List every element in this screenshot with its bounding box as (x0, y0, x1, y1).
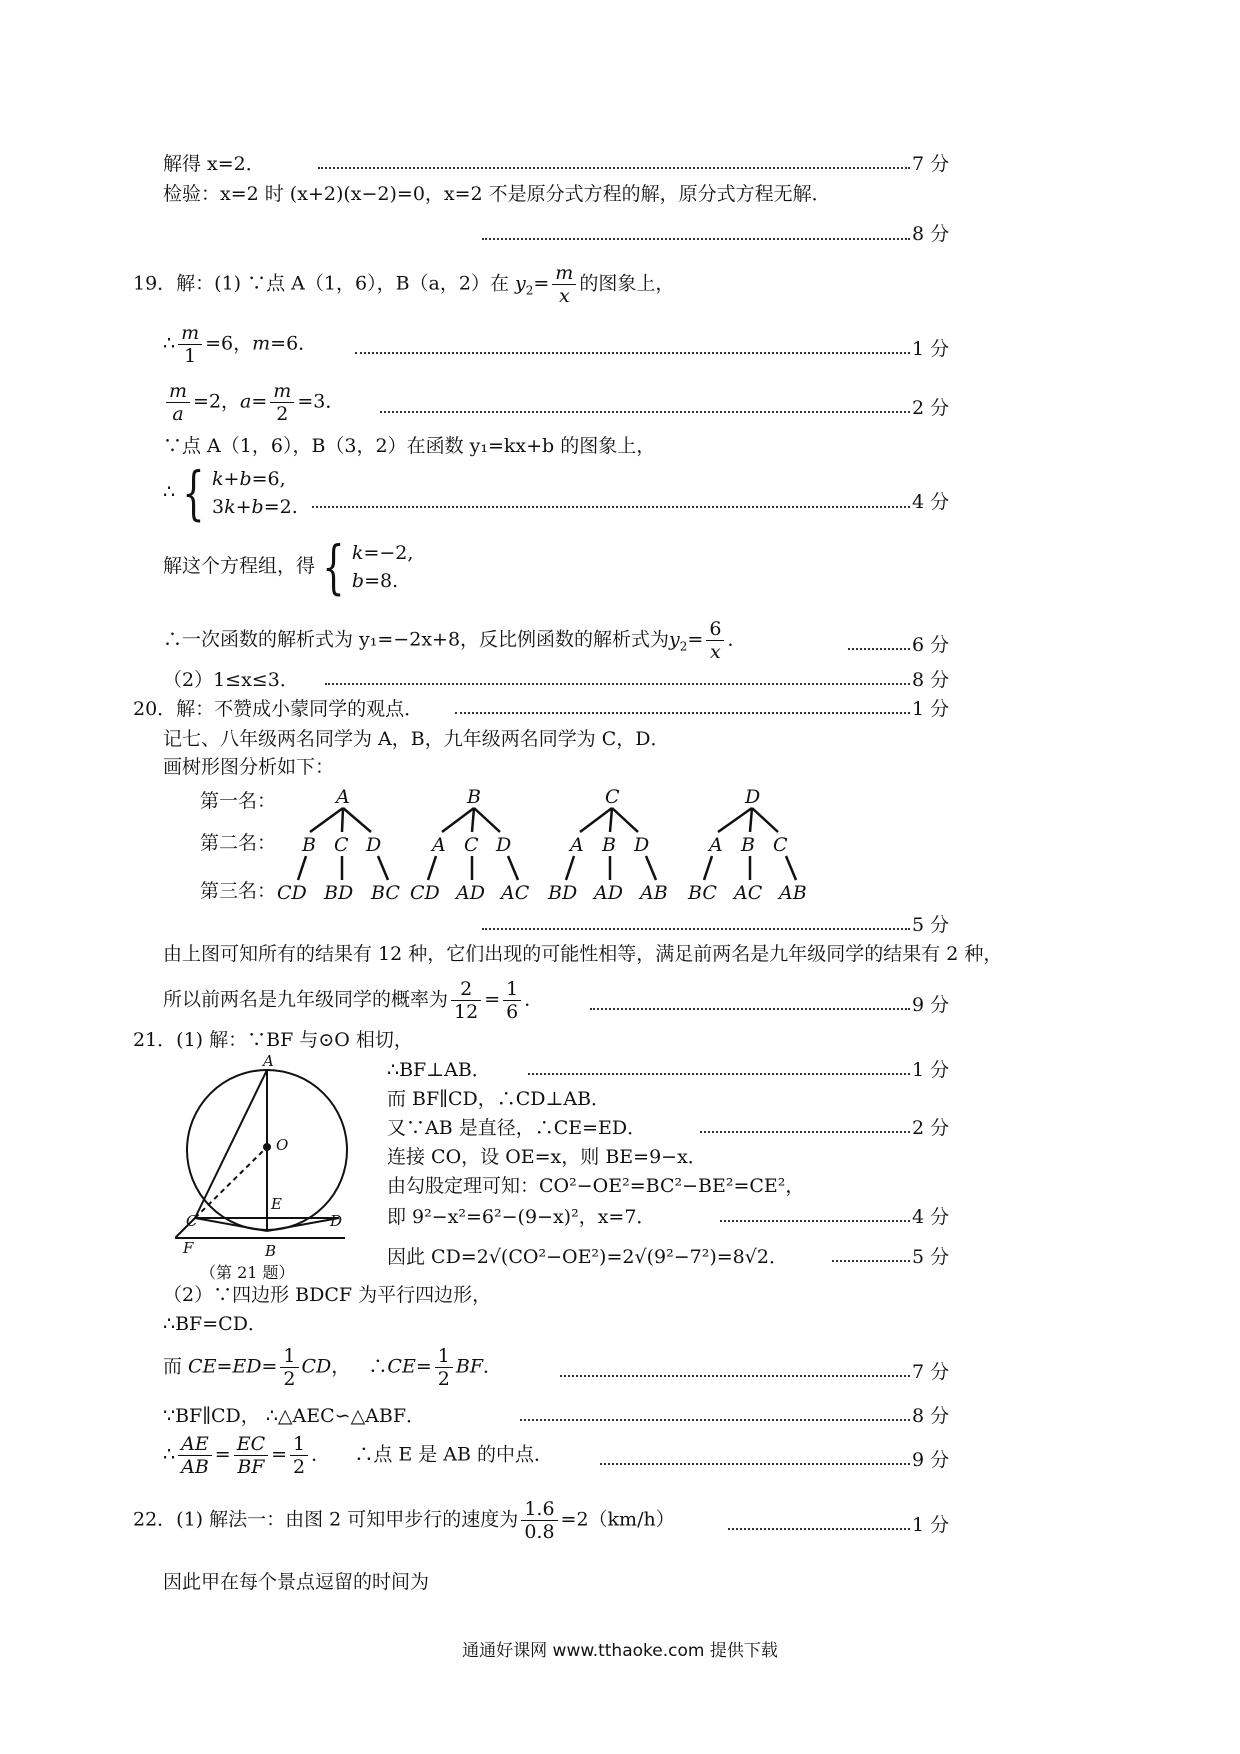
q19-intro: 19．解：(1) ∵点 A（1，6），B（a，2）在 $y_2=$ $\frac{m}{x}$ 的图象上， (133, 262, 675, 307)
tree-root: D (745, 786, 761, 808)
q19-part2: （2）1≤x≤3． (163, 669, 299, 691)
point-label: A (263, 1052, 274, 1070)
score-label: 8 分 (912, 1405, 950, 1427)
q21-j: ∴BF=CD． (163, 1313, 267, 1335)
score-label: 1 分 (912, 1514, 950, 1536)
score-label: 1 分 (912, 338, 950, 360)
score-label: 4 分 (912, 491, 950, 513)
score-label: 9 分 (912, 994, 950, 1016)
leader-dots (700, 1131, 910, 1133)
tree-second: D (496, 834, 512, 856)
tree-second: D (634, 834, 650, 856)
tree-third: AC (501, 882, 530, 904)
page-footer: 通通好课网 www.tthaoke.com 提供下载 (462, 1641, 778, 1661)
tree-row-label: 第一名： (200, 790, 277, 812)
tree-third: CD (277, 882, 307, 904)
q21-a: 21．(1) 解：∵BF 与⊙O 相切， (133, 1029, 413, 1051)
score-label: 8 分 (912, 669, 950, 691)
tree-third: AD (456, 882, 485, 904)
score-label: 5 分 (912, 914, 950, 936)
q19-a-eq: $\frac{m}{a}$ =2，a= $\frac{m}{2}$ =3． (163, 380, 344, 425)
tree-third: BD (324, 882, 354, 904)
tree-root: C (605, 786, 620, 808)
leader-dots (720, 1220, 910, 1222)
score-label: 8 分 (912, 223, 950, 245)
tree-second: B (602, 834, 616, 856)
tree-row-label: 第二名： (200, 832, 277, 854)
tree-root: B (467, 786, 481, 808)
q21-l: ∵BF∥CD， ∴△AEC∽△ABF． (163, 1405, 426, 1427)
q21-c: 而 BF∥CD，∴CD⊥AB． (387, 1088, 611, 1110)
leader-dots (482, 928, 910, 930)
q20-a: 20．解：不赞成小蒙同学的观点． (133, 698, 424, 720)
q19-b: ∵点 A（1，6），B（3，2）在函数 y₁=kx+b 的图象上， (163, 435, 656, 457)
q22-b: 因此甲在每个景点逗留的时间为 (163, 1571, 430, 1593)
q19-solution: 解这个方程组，得 { k=−2, b=8. (163, 533, 414, 601)
leader-dots (528, 1073, 910, 1075)
q22-a: 22．(1) 解法一：由图 2 可知甲步行的速度为 $\frac{1.6}{0.8}$ =2（km/h） (133, 1498, 675, 1543)
score-label: 4 分 (912, 1206, 950, 1228)
q21-k: 而 CE=ED= $\frac{1}{2}$ CD， ∴CE= $\frac{1}{2}$ BF． (163, 1345, 503, 1390)
tree-root: A (336, 786, 350, 808)
q21-i: （2）∵四边形 BDCF 为平行四边形， (163, 1284, 492, 1306)
q19-result: ∴一次函数的解析式为 y₁=−2x+8，反比例函数的解析式为$y_2=$ $\frac{6}{x}$ ． (163, 618, 747, 663)
score-label: 2 分 (912, 397, 950, 419)
q20-d: 由上图可知所有的结果有 12 种，它们出现的可能性相等，满足前两名是九年级同学的结果有 2 种， (163, 943, 1003, 965)
q21-e: 连接 CO，设 OE=x，则 BE=9−x． (387, 1146, 707, 1168)
score-label: 2 分 (912, 1117, 950, 1139)
tree-second: A (709, 834, 723, 856)
tree-third: BC (688, 882, 717, 904)
tree-second: C (773, 834, 788, 856)
leader-dots (832, 1260, 910, 1262)
q19-m-eq: ∴ $\frac{m}{1}$ =6，m=6． (163, 322, 318, 367)
q21-f: 由勾股定理可知：CO²−OE²=BC²−BE²=CE²， (387, 1175, 805, 1197)
tree-second: A (570, 834, 584, 856)
tree-third: CD (410, 882, 440, 904)
point-label: C (186, 1212, 198, 1230)
score-label: 7 分 (912, 1361, 950, 1383)
leader-dots (520, 1419, 910, 1421)
solve-line: 解得 x=2． (163, 153, 265, 175)
tree-second: A (432, 834, 446, 856)
score-label: 5 分 (912, 1246, 950, 1268)
tree-second: D (366, 834, 382, 856)
figure-caption: （第 21 题） (200, 1263, 295, 1282)
tree-third: AC (734, 882, 763, 904)
q20-e: 所以前两名是九年级同学的概率为 $\frac{2}{12}$ = $\frac{1}{6}$ ． (163, 978, 544, 1023)
tree-third: BD (548, 882, 578, 904)
tree-third: BC (371, 882, 400, 904)
point-label: B (265, 1242, 277, 1260)
point-label: E (271, 1195, 282, 1213)
tree-second: B (741, 834, 755, 856)
tree-third: AB (779, 882, 807, 904)
q21-b: ∴BF⊥AB． (387, 1059, 491, 1081)
score-label: 1 分 (912, 698, 950, 720)
q20-b: 记七、八年级两名同学为 A，B，九年级两名同学为 C，D． (163, 728, 670, 750)
leader-dots (560, 1375, 910, 1377)
leader-dots (600, 1463, 910, 1465)
point-label: O (276, 1136, 289, 1154)
score-label: 1 分 (912, 1059, 950, 1081)
q21-h: 因此 CD=2√(CO²−OE²)=2√(9²−7²)=8√2． (387, 1246, 788, 1268)
tree-second: C (464, 834, 479, 856)
tree-row-label: 第三名： (200, 880, 277, 902)
leader-dots (590, 1008, 910, 1010)
leader-dots (728, 1528, 910, 1530)
check-line: 检验：x=2 时 (x+2)(x−2)=0，x=2 不是原分式方程的解，原分式方程无解． (163, 183, 831, 205)
tree-second: C (334, 834, 349, 856)
tree-third: AD (594, 882, 623, 904)
tree-third: AB (640, 882, 668, 904)
score-label: 9 分 (912, 1449, 950, 1471)
q21-g: 即 9²−x²=6²−(9−x)²，x=7． (387, 1206, 656, 1228)
q19-system: ∴ { k+b=6, 3k+b=2. (163, 459, 298, 527)
score-label: 7 分 (912, 153, 950, 175)
q21-d: 又∵AB 是直径，∴CE=ED． (387, 1117, 647, 1139)
circle-figure (175, 1055, 375, 1265)
q21-m: ∴ $\frac{AE}{AB}$ = $\frac{EC}{BF}$ = $\frac{1}{2}$ ． ∴点 E 是 AB 的中点． (163, 1433, 554, 1478)
q20-c: 画树形图分析如下： (163, 756, 335, 778)
tree-second: B (302, 834, 316, 856)
center-point (263, 1143, 271, 1151)
score-label: 6 分 (912, 634, 950, 656)
point-label: F (183, 1239, 194, 1257)
point-label: D (330, 1212, 343, 1230)
